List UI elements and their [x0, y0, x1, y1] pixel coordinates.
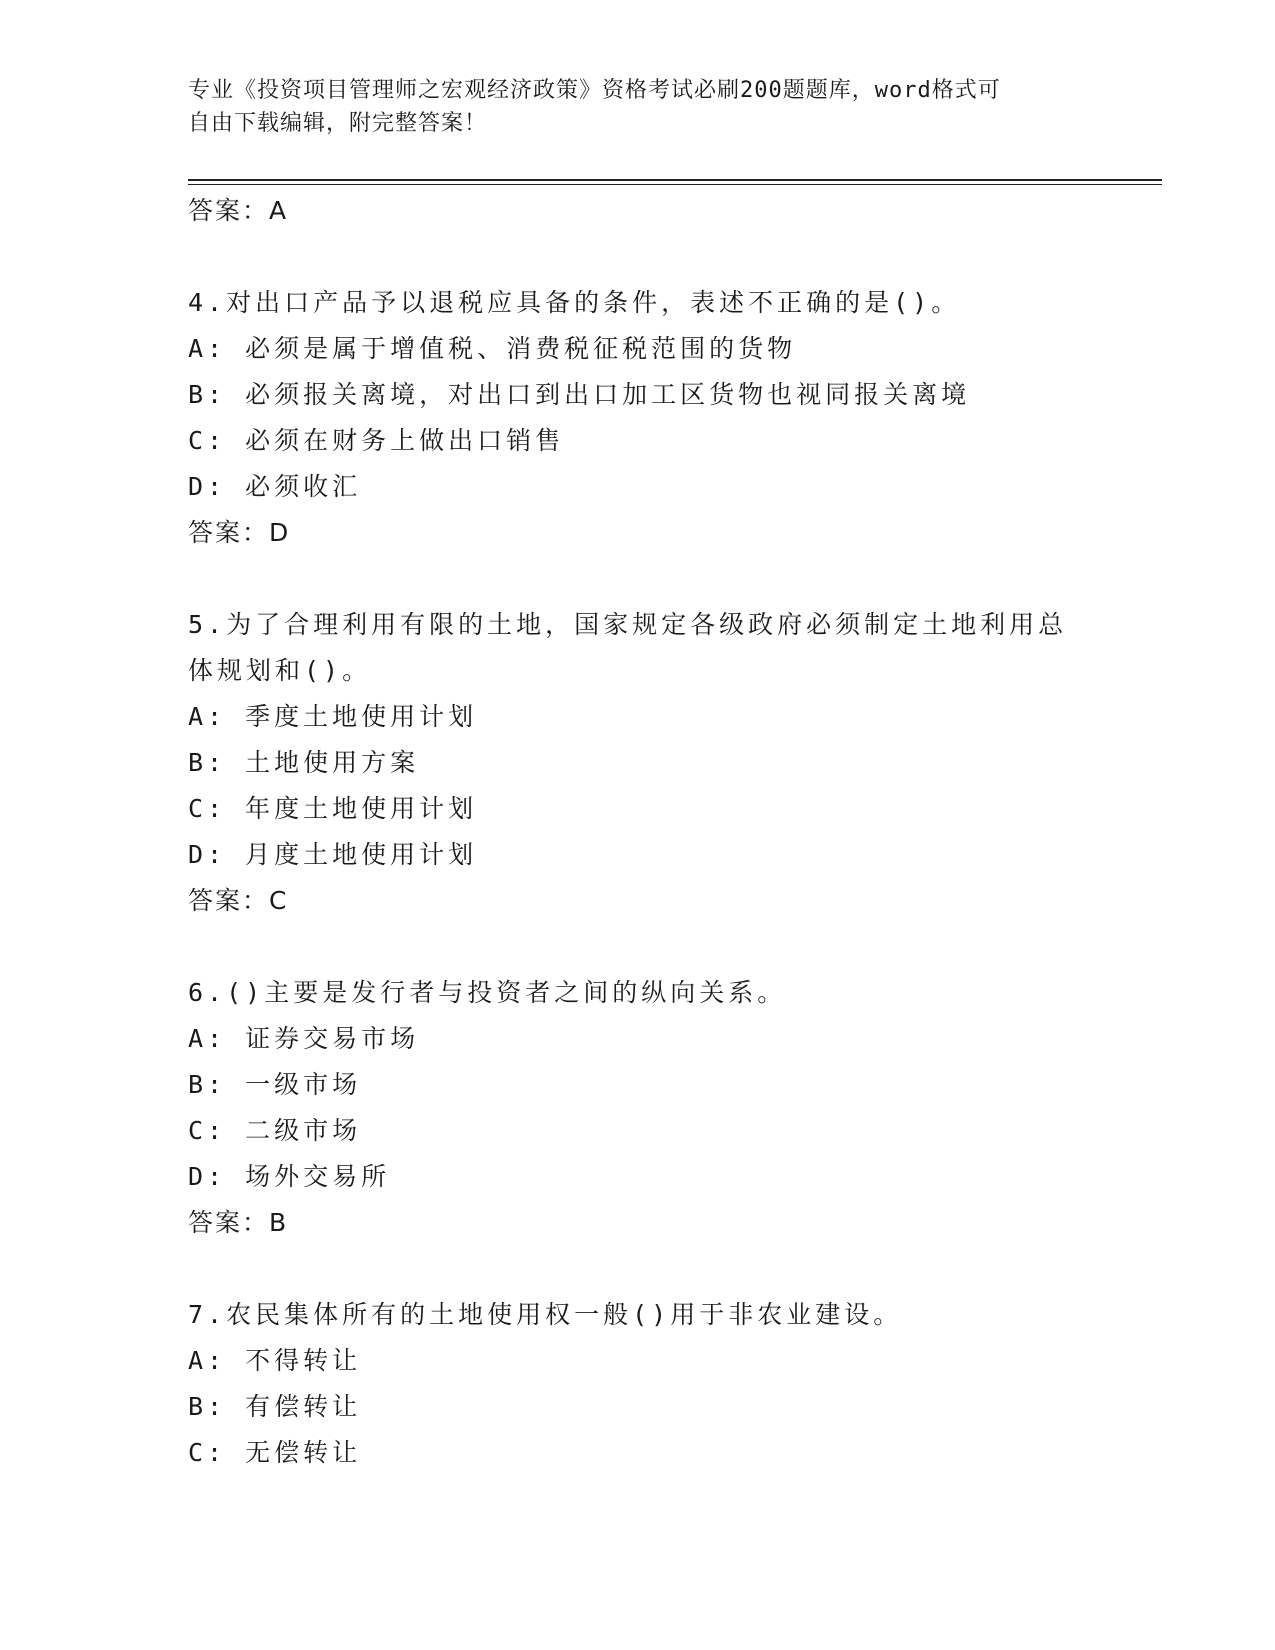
header-divider [188, 179, 1162, 181]
option-a: A: 季度土地使用计划 [188, 702, 478, 731]
option-c: C: 无偿转让 [188, 1438, 362, 1467]
header-divider-thin [188, 184, 1162, 185]
option-a: A: 证券交易市场 [188, 1024, 420, 1053]
answer-line: 答案：D [188, 518, 291, 547]
question-block [188, 1292, 1088, 1476]
option-a: A: 必须是属于增值税、消费税征税范围的货物 [188, 334, 797, 363]
spacer [188, 1246, 1088, 1292]
spacer [188, 556, 1088, 602]
question-stem: 4.对出口产品予以退税应具备的条件，表述不正确的是()。 [188, 288, 961, 317]
option-d: D: 场外交易所 [188, 1162, 391, 1191]
option-c: C: 必须在财务上做出口销售 [188, 426, 565, 455]
question-stem-line-2: 体规划和()。 [188, 656, 372, 685]
question-block [188, 602, 1088, 924]
question-block [188, 280, 1088, 556]
header-line-2: 自由下载编辑，附完整答案！ [188, 111, 488, 136]
answer-line: 答案：C [188, 886, 289, 915]
option-b: B: 土地使用方案 [188, 748, 420, 777]
option-d: D: 月度土地使用计划 [188, 840, 478, 869]
spacer [188, 234, 1088, 280]
question-list [188, 188, 1088, 1476]
spacer [188, 924, 1088, 970]
answer-line: 答案：B [188, 1208, 289, 1237]
answer-line: 答案：A [188, 196, 289, 225]
option-c: C: 年度土地使用计划 [188, 794, 478, 823]
header-line-1: 专业《投资项目管理师之宏观经济政策》资格考试必刷200题题库，word格式可 [188, 78, 1001, 103]
option-b: B: 必须报关离境，对出口到出口加工区货物也视同报关离境 [188, 380, 971, 409]
option-b: B: 一级市场 [188, 1070, 362, 1099]
option-d: D: 必须收汇 [188, 472, 362, 501]
option-c: C: 二级市场 [188, 1116, 362, 1145]
question-block [188, 970, 1088, 1246]
document-header [188, 74, 1088, 140]
option-b: B: 有偿转让 [188, 1392, 362, 1421]
question-stem: 6.()主要是发行者与投资者之间的纵向关系。 [188, 978, 787, 1007]
question-stem-line-1: 5.为了合理利用有限的土地，国家规定各级政府必须制定土地利用总 [188, 610, 1068, 639]
option-a: A: 不得转让 [188, 1346, 362, 1375]
question-stem: 7.农民集体所有的土地使用权一般()用于非农业建设。 [188, 1300, 903, 1329]
